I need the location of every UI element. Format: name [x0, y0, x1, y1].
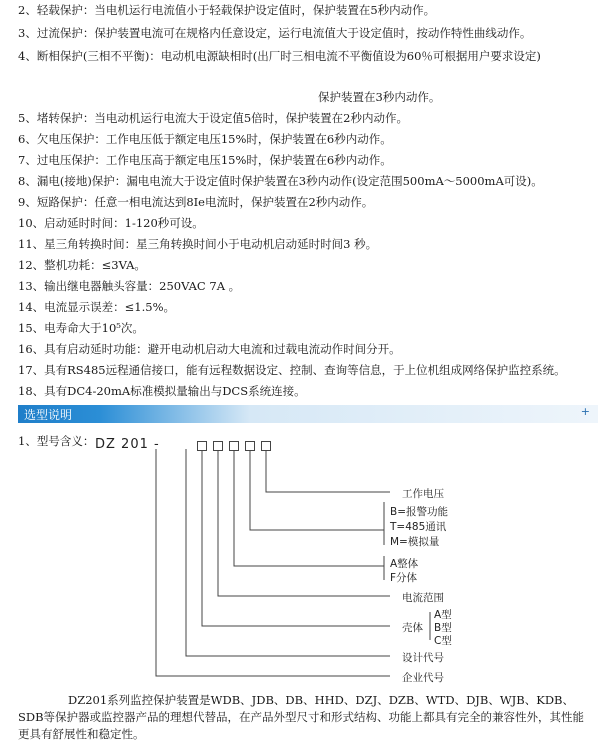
legend-analog: M=模拟量: [390, 536, 440, 548]
spec-number: 14、: [18, 300, 45, 314]
spec-body: 工作电压低于额定电压15%时，保护装置在6秒内动作。: [105, 132, 392, 146]
spec-heading: 轻载保护：: [36, 3, 95, 17]
spec-heading: 过流保护：: [36, 26, 95, 40]
spec-body: 保护装置在3秒内动作。: [318, 90, 441, 104]
model-meaning-label: 1、型号含义：: [18, 434, 95, 448]
spec-number: 15、: [18, 321, 45, 335]
spec-number: 5、: [18, 111, 37, 125]
legend-alarm: B=报警功能: [390, 506, 449, 518]
spec-number: 2、: [18, 3, 37, 17]
legend-shell: 壳体: [402, 622, 423, 634]
product-description: DZ201系列监控保护装置是WDB、JDB、DB、HHD、DZJ、DZB、WTD、DJB、WJB、KDB、SDB等保护器或监控器产品的理想代替品，在产品外型尺寸和形式结构、功能上都具有完全的兼容性外，其性能更具有舒展性和稳定性。: [18, 693, 585, 741]
spec-number: 8、: [18, 174, 37, 188]
spec-number: 18、: [18, 384, 45, 398]
spec-body: ≤3VA。: [101, 258, 146, 272]
spec-heading: 整机功耗：: [44, 258, 102, 272]
spec-number: 9、: [18, 195, 37, 209]
legend-rs485: T=485通讯: [390, 521, 447, 533]
spec-heading: 电寿命大于10⁵次。: [44, 321, 144, 335]
expand-plus-icon[interactable]: +: [580, 405, 590, 418]
spec-heading: 断相保护(三相不平衡)：: [36, 49, 161, 63]
legend-integral: A整体: [390, 558, 419, 570]
spec-body: 1-120秒可设。: [124, 216, 204, 230]
spec-body: ≤1.5%。: [124, 300, 175, 314]
legend-shell-b: B型: [434, 622, 452, 634]
spec-heading: 具有启动延时功能：: [44, 342, 148, 356]
legend-split: F分体: [390, 572, 418, 584]
spec-body: 能有远程数据设定、控制、查询等信息，于上位机组成网络保护监控系统。: [186, 363, 566, 377]
spec-number: 17、: [18, 363, 45, 377]
spec-body: 工作电压高于额定电压15%时，保护装置在6秒内动作。: [105, 153, 392, 167]
spec-heading: 启动延时时间：: [44, 216, 125, 230]
spec-heading: 欠电压保护：: [36, 132, 106, 146]
spec-body: 任意一相电流达到8Ie电流时，保护装置在2秒内动作。: [94, 195, 374, 209]
spec-body: 当电动机运行电流大于设定值5倍时，保护装置在2秒内动作。: [94, 111, 408, 125]
spec-heading: 短路保护：: [36, 195, 95, 209]
section-title: 选型说明: [24, 408, 73, 422]
legend-design-code: 设计代号: [402, 652, 444, 664]
spec-heading: 电流显示误差：: [44, 300, 125, 314]
spec-body: 保护装置电流可在规格内任意设定，运行电流值大于设定值时，按动作特性曲线动作。: [94, 26, 532, 40]
spec-number: 10、: [18, 216, 45, 230]
spec-heading: 具有DC4-20mA标准模拟量输出与DCS系统连接。: [44, 384, 306, 398]
spec-number: 3、: [18, 26, 37, 40]
legend-current-range: 电流范围: [402, 592, 444, 604]
spec-heading: 输出继电器触头容量：: [44, 279, 160, 293]
spec-body: 当电机运行电流值小于轻载保护设定值时，保护装置在5秒内动作。: [94, 3, 436, 17]
spec-heading: 堵转保护：: [36, 111, 95, 125]
spec-number: 11、: [18, 237, 45, 251]
spec-number: 4、: [18, 49, 37, 63]
spec-number: 16、: [18, 342, 45, 356]
spec-body: 星三角转换时间小于电动机启动延时时间3 秒。: [136, 237, 378, 251]
legend-working-voltage: 工作电压: [402, 488, 444, 500]
spec-number: 7、: [18, 153, 37, 167]
spec-body: 电动机电源缺相时(出厂时三相电流不平衡值设为60％可根据用户要求设定): [160, 49, 541, 63]
legend-shell-c: C型: [434, 635, 452, 647]
legend-shell-a: A型: [434, 609, 452, 621]
legend-company-code: 企业代号: [402, 672, 444, 684]
spec-body: 250VAC 7A 。: [159, 279, 241, 293]
spec-body: 避开电动机启动大电流和过载电流动作时间分开。: [147, 342, 401, 356]
spec-heading: 漏电(接地)保护：: [36, 174, 127, 188]
spec-heading: 星三角转换时间：: [44, 237, 137, 251]
spec-heading: 过电压保护：: [36, 153, 106, 167]
model-code-prefix: DZ 201 -: [95, 437, 160, 452]
spec-body: 漏电电流大于设定值时保护装置在3秒内动作(设定范围500mA～5000mA可设)。: [126, 174, 543, 188]
spec-number: 12、: [18, 258, 45, 272]
spec-heading: 具有RS485远程通信接口，: [44, 363, 187, 377]
spec-number: 6、: [18, 132, 37, 146]
spec-number: 13、: [18, 279, 45, 293]
